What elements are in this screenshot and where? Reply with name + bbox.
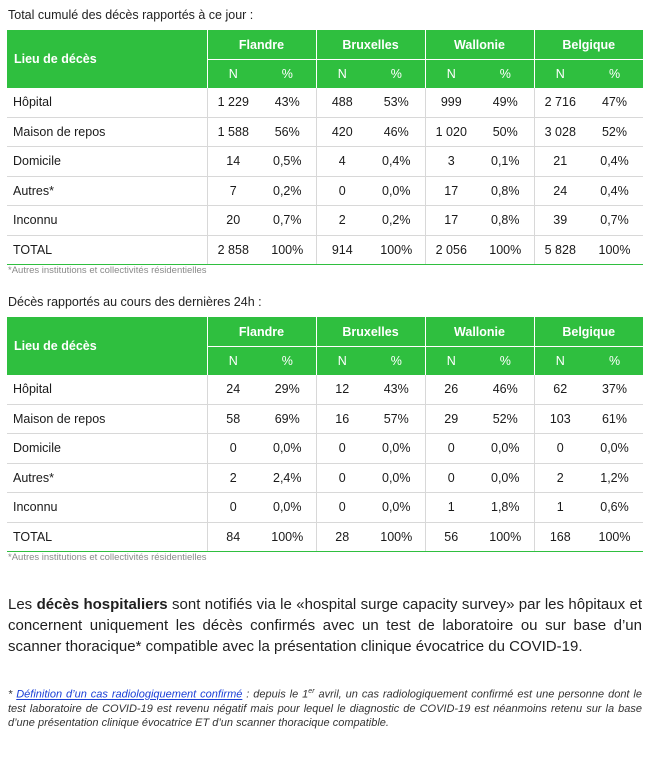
n-header: N (207, 60, 259, 89)
pct-header: % (477, 60, 534, 89)
table-cell: 0 (316, 434, 368, 464)
table-cell: 1 (425, 493, 477, 523)
table-row (7, 434, 643, 464)
pct-header: % (368, 60, 425, 89)
table-cell: 0 (425, 434, 477, 464)
table-cell: 43% (259, 88, 316, 117)
table-cell: 100% (368, 235, 425, 265)
table-cell: 999 (425, 88, 477, 117)
n-header: N (534, 347, 586, 376)
table-cell: 0,7% (259, 206, 316, 236)
table-cell: 56% (259, 117, 316, 147)
table-cell: 0 (207, 434, 259, 464)
table-cell: 16 (316, 404, 368, 434)
table-cell: 2 056 (425, 235, 477, 265)
region-header: Bruxelles (316, 30, 425, 60)
row-label: Autres* (7, 463, 207, 493)
table-cell: 2 858 (207, 235, 259, 265)
table-cell: 1,8% (477, 493, 534, 523)
table2-title: Décès rapportés au cours des dernières 24h : (8, 295, 262, 309)
table-cell: 3 028 (534, 117, 586, 147)
table-row (7, 147, 643, 177)
table-cell: 100% (368, 522, 425, 552)
region-header: Bruxelles (316, 317, 425, 347)
table-cell: 1 229 (207, 88, 259, 117)
table-cell: 28 (316, 522, 368, 552)
table-cell: 47% (586, 88, 643, 117)
table-cell: 84 (207, 522, 259, 552)
table-cell: 17 (425, 176, 477, 206)
table-cell: 168 (534, 522, 586, 552)
table2-footnote: *Autres institutions et collectivités résidentielles (8, 552, 207, 563)
pct-header: % (586, 347, 643, 376)
n-header: N (425, 60, 477, 89)
table-cell: 488 (316, 88, 368, 117)
table-cell: 52% (477, 404, 534, 434)
table-cell: 61% (586, 404, 643, 434)
table-cell: 7 (207, 176, 259, 206)
note-part2: avril, un cas radiologiquement confirmé est une personne dont le test laboratoire de COVID-19 est revenu négatif mais pour lequel le diagnostic de COVID-19 est néanmoins retenu sur la base d’une présentation clinique évocatrice ET d’un scanner thoracique compatible. (8, 688, 642, 729)
table-cell: 0,0% (259, 434, 316, 464)
table-cell: 20 (207, 206, 259, 236)
table-cell: 0,4% (368, 147, 425, 177)
table-cell: 100% (586, 235, 643, 265)
table-cell: 0,0% (477, 434, 534, 464)
table-cell: 29 (425, 404, 477, 434)
table-cell: 0,0% (586, 434, 643, 464)
table-cell: 100% (477, 235, 534, 265)
n-header: N (316, 347, 368, 376)
hospital-deaths-paragraph (8, 594, 642, 657)
table-cell: 914 (316, 235, 368, 265)
table-cell: 3 (425, 147, 477, 177)
table-cell: 37% (586, 375, 643, 404)
row-label: TOTAL (7, 522, 207, 552)
table-cell: 24 (534, 176, 586, 206)
table-cell: 0 (207, 493, 259, 523)
lieu-header: Lieu de décès (7, 30, 207, 88)
table-cell: 0,8% (477, 176, 534, 206)
table-cell: 0,0% (477, 463, 534, 493)
table-cell: 1 (534, 493, 586, 523)
table-cell: 0 (316, 176, 368, 206)
table-cell: 0,8% (477, 206, 534, 236)
n-header: N (425, 347, 477, 376)
row-label: Autres* (7, 176, 207, 206)
table-cell: 2 716 (534, 88, 586, 117)
table-cell: 0,2% (259, 176, 316, 206)
paragraph-bold: décès hospitaliers (36, 596, 168, 613)
table-row (7, 176, 643, 206)
table-row (7, 206, 643, 236)
pct-header: % (477, 347, 534, 376)
table-cell: 0 (534, 434, 586, 464)
table-cell: 62 (534, 375, 586, 404)
table-cell: 50% (477, 117, 534, 147)
table-cell: 0 (425, 463, 477, 493)
table-cell: 0,0% (259, 493, 316, 523)
table-cell: 49% (477, 88, 534, 117)
table-cell: 57% (368, 404, 425, 434)
note-sup: er (308, 688, 315, 695)
table-cell: 0,0% (368, 493, 425, 523)
table-cell: 39 (534, 206, 586, 236)
table-cell: 100% (259, 235, 316, 265)
table-cell: 1 588 (207, 117, 259, 147)
table-cell: 0,6% (586, 493, 643, 523)
table-cell: 100% (586, 522, 643, 552)
table-cell: 58 (207, 404, 259, 434)
row-label: Domicile (7, 434, 207, 464)
note-part1: : depuis le 1 (242, 688, 309, 701)
pct-header: % (259, 60, 316, 89)
radiological-definition-note (8, 685, 642, 730)
table-row (7, 404, 643, 434)
row-label: Hôpital (7, 375, 207, 404)
table1-title: Total cumulé des décès rapportés à ce jour : (8, 8, 254, 22)
definition-link[interactable]: Définition d’un cas radiologiquement confirmé (16, 688, 243, 701)
table-cell: 0,2% (368, 206, 425, 236)
table-cell: 53% (368, 88, 425, 117)
pct-header: % (368, 347, 425, 376)
row-label: Inconnu (7, 493, 207, 523)
table-cell: 14 (207, 147, 259, 177)
table-cell: 1 020 (425, 117, 477, 147)
table-cell: 2 (316, 206, 368, 236)
paragraph-rest: sont notifiés via le «hospital surge capacity survey» par les hôpitaux et concernent uniquement les décès confirmés avec un test de laboratoire ou sur base d’un scanner thoracique* compatible avec la présentation clinique évocatrice du COVID-19. (8, 596, 642, 655)
table-cell: 0 (316, 463, 368, 493)
table-cell: 2 (207, 463, 259, 493)
table-cell: 0,5% (259, 147, 316, 177)
row-label: Inconnu (7, 206, 207, 236)
table-row (7, 375, 643, 404)
row-label: Maison de repos (7, 117, 207, 147)
region-header: Belgique (534, 317, 643, 347)
pct-header: % (259, 347, 316, 376)
table-cell: 26 (425, 375, 477, 404)
table-cell: 69% (259, 404, 316, 434)
table-cell: 2 (534, 463, 586, 493)
table-cell: 0,0% (368, 434, 425, 464)
table-row (7, 522, 643, 552)
table-cell: 0,4% (586, 176, 643, 206)
table-cell: 0,0% (368, 463, 425, 493)
paragraph-intro: Les (8, 596, 37, 613)
region-header: Flandre (207, 317, 316, 347)
table-row (7, 117, 643, 147)
n-header: N (534, 60, 586, 89)
lieu-header: Lieu de décès (7, 317, 207, 375)
region-header: Belgique (534, 30, 643, 60)
row-label: Hôpital (7, 88, 207, 117)
table-cell: 100% (259, 522, 316, 552)
table-cell: 12 (316, 375, 368, 404)
note-star: * (8, 688, 17, 701)
table-cell: 29% (259, 375, 316, 404)
table-cell: 2,4% (259, 463, 316, 493)
table-cell: 100% (477, 522, 534, 552)
n-header: N (207, 347, 259, 376)
table-cell: 0,0% (368, 176, 425, 206)
table-cell: 420 (316, 117, 368, 147)
table1-footnote: *Autres institutions et collectivités résidentielles (8, 265, 207, 276)
table-cell: 0,4% (586, 147, 643, 177)
table-cell: 0 (316, 493, 368, 523)
table-row (7, 88, 643, 117)
table-cell: 24 (207, 375, 259, 404)
table-cell: 17 (425, 206, 477, 236)
region-header: Flandre (207, 30, 316, 60)
table-cell: 52% (586, 117, 643, 147)
row-label: TOTAL (7, 235, 207, 265)
table-cell: 56 (425, 522, 477, 552)
last-24h-deaths-table (7, 317, 643, 552)
table-cell: 21 (534, 147, 586, 177)
table-cell: 4 (316, 147, 368, 177)
table-cell: 0,7% (586, 206, 643, 236)
table-cell: 1,2% (586, 463, 643, 493)
table-row (7, 235, 643, 265)
table-cell: 46% (477, 375, 534, 404)
table-row (7, 493, 643, 523)
table-cell: 103 (534, 404, 586, 434)
table-cell: 0,1% (477, 147, 534, 177)
row-label: Domicile (7, 147, 207, 177)
pct-header: % (586, 60, 643, 89)
cumulative-deaths-table (7, 30, 643, 265)
n-header: N (316, 60, 368, 89)
table-cell: 46% (368, 117, 425, 147)
table-cell: 5 828 (534, 235, 586, 265)
row-label: Maison de repos (7, 404, 207, 434)
region-header: Wallonie (425, 317, 534, 347)
region-header: Wallonie (425, 30, 534, 60)
table-row (7, 463, 643, 493)
table-cell: 43% (368, 375, 425, 404)
